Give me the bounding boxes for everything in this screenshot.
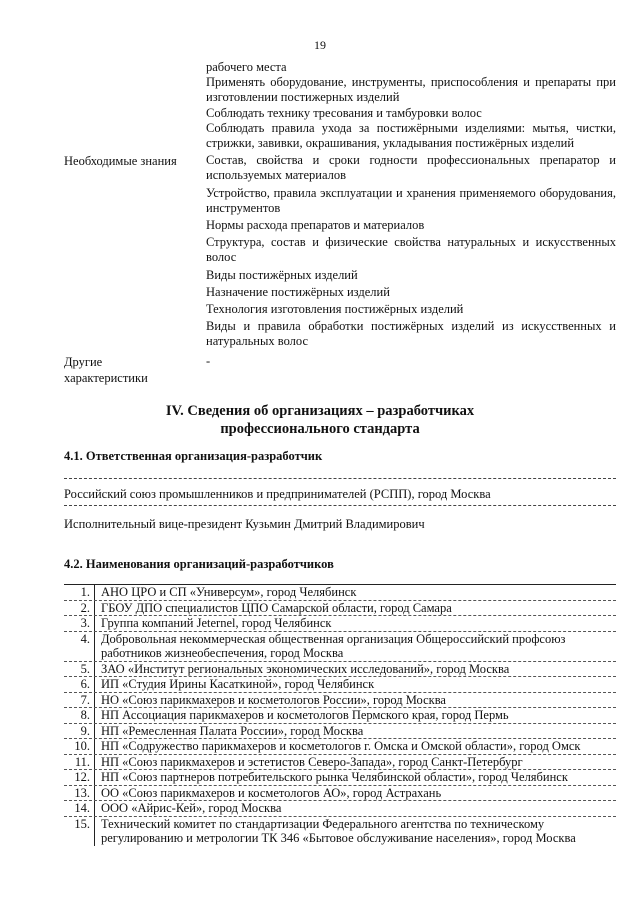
- row-number: 4.: [64, 632, 95, 661]
- organization-name: НП «Содружество парикмахеров и косметологов г. Омска и Омской области», город Омск: [101, 739, 581, 753]
- other-characteristics-label: Другие характеристики: [64, 354, 148, 385]
- table-row: [64, 724, 616, 740]
- table-row: [64, 693, 616, 709]
- organization-name: Группа компаний Jeternel, город Челябинск: [101, 616, 332, 630]
- responsible-representative: Исполнительный вице-президент Кузьмин Дмитрий Владимирович: [64, 517, 425, 531]
- row-number: 9.: [64, 724, 95, 739]
- knowledge-item: Устройство, правила эксплуатации и хранения применяемого оборудования, инструментов: [206, 185, 616, 215]
- row-number: 1.: [64, 585, 95, 600]
- knowledge-item: Технология изготовления постижёрных изделий: [206, 302, 464, 317]
- row-number: 2.: [64, 601, 95, 616]
- organization-name: НП «Союз партнеров потребительского рынка Челябинской области», город Челябинск: [101, 770, 568, 784]
- developers-table: [64, 584, 616, 846]
- developers-heading: 4.2. Наименования организаций-разработчиков: [64, 557, 334, 571]
- skill-item: Соблюдать правила ухода за постижёрными изделиями: мытья, чистки, стрижки, завивки, окрашивания, укладывания постижёрных изделий: [206, 120, 616, 151]
- row-number: 5.: [64, 662, 95, 677]
- skill-item: Соблюдать технику тресования и тамбуровки волос: [206, 105, 482, 120]
- organization-name: ЗАО «Институт региональных экономических исследований», город Москва: [101, 661, 510, 676]
- row-number: 12.: [64, 770, 95, 785]
- row-number: 11.: [64, 755, 95, 770]
- organization-name: НП «Союз парикмахеров и эстетистов Северо-Запада», город Санкт-Петербург: [101, 754, 523, 769]
- organization-name: НП «Ремесленная Палата России», город Москва: [101, 723, 364, 738]
- organization-name: ОО «Союз парикмахеров и косметологов АО», город Астрахань: [101, 785, 442, 800]
- row-number: 15.: [64, 817, 95, 846]
- table-row: [64, 662, 616, 678]
- table-row: [64, 817, 616, 846]
- table-row: [64, 739, 616, 755]
- table-row: [64, 755, 616, 771]
- row-number: 10.: [64, 739, 95, 754]
- knowledge-item: Виды и правила обработки постижёрных изделий из искусственных и натуральных волос: [206, 319, 616, 349]
- other-characteristics-value: -: [206, 353, 211, 368]
- organization-name: ИП «Студия Ирины Касаткиной», город Челябинск: [101, 677, 375, 691]
- table-row: [64, 632, 616, 662]
- row-number: 14.: [64, 801, 95, 816]
- knowledge-item: Состав, свойства и сроки годности профессиональных препаратор и используемых материалов: [206, 153, 616, 183]
- row-number: 7.: [64, 693, 95, 708]
- organization-name: НП Ассоциация парикмахеров и косметологов Пермского края, город Пермь: [101, 708, 509, 722]
- knowledge-item: Виды постижёрных изделий: [206, 267, 358, 282]
- table-row: [64, 585, 616, 601]
- divider: [64, 505, 616, 506]
- row-number: 13.: [64, 786, 95, 801]
- divider: [64, 478, 616, 479]
- organization-name: ООО «Айрис-Кей», город Москва: [101, 801, 282, 815]
- responsible-heading: 4.1. Ответственная организация-разработчик: [64, 449, 323, 463]
- other-characteristics-row: [64, 354, 616, 386]
- row-number: 8.: [64, 708, 95, 723]
- knowledge-item: Нормы расхода препаратов и материалов: [206, 218, 425, 233]
- table-row: [64, 708, 616, 724]
- table-row: [64, 786, 616, 802]
- knowledge-item: Структура, состав и физические свойства натуральных и искусственных волос: [206, 235, 616, 265]
- knowledge-item: Назначение постижёрных изделий: [206, 284, 390, 299]
- organization-name: АНО ЦРО и СП «Универсум», город Челябинск: [101, 585, 357, 599]
- table-row: [64, 801, 616, 817]
- row-number: 6.: [64, 677, 95, 692]
- knowledge-table: [64, 60, 616, 386]
- knowledge-row: [64, 153, 616, 349]
- organization-name: Добровольная некоммерческая общественная организация Общероссийский профсоюз работников жизнеобеспечения, город Москва: [101, 631, 566, 660]
- table-row: [64, 616, 616, 632]
- skill-item: рабочего места: [206, 60, 287, 74]
- table-row: [64, 601, 616, 617]
- responsible-organization: Российский союз промышленников и предпринимателей (РСПП), город Москва: [64, 487, 491, 501]
- table-row: [64, 770, 616, 786]
- skills-continuation-row: [64, 60, 616, 151]
- knowledge-label: Необходимые знания: [64, 154, 177, 169]
- skill-item: Применять оборудование, инструменты, приспособления и препараты при изготовлении постижерных изделий: [206, 75, 616, 105]
- page-number: 19: [314, 38, 326, 52]
- section-title: IV. Сведения об организациях – разработчиках профессионального стандарта: [165, 403, 475, 437]
- table-row: [64, 677, 616, 693]
- organization-name: НО «Союз парикмахеров и косметологов России», город Москва: [101, 692, 446, 707]
- row-number: 3.: [64, 616, 95, 631]
- organization-name: Технический комитет по стандартизации Федерального агентства по техническому регулированию и метрологии ТК 346 «Бытовое обслуживание населения», город Москва: [101, 816, 576, 845]
- organization-name: ГБОУ ДПО специалистов ЦПО Самарской области, город Самара: [101, 600, 452, 615]
